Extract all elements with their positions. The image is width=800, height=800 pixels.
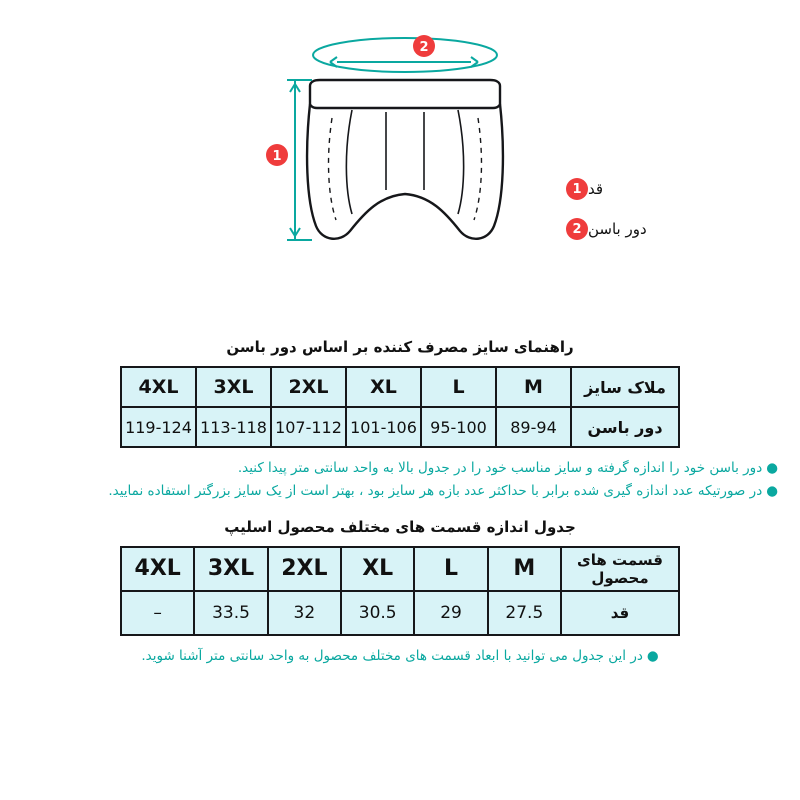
parts-height-2xl: 32 — [268, 591, 341, 635]
table-row — [121, 367, 679, 407]
legend-item-height — [566, 178, 766, 200]
parts-table-notes — [0, 646, 800, 666]
parts-height-m: 27.5 — [488, 591, 561, 635]
parts-height-3xl: 33.5 — [194, 591, 267, 635]
product-parts-table — [120, 546, 680, 636]
parts-size-3xl: 3XL — [194, 547, 267, 591]
hip-value-m: 89-94 — [496, 407, 571, 447]
bullet-icon: ● — [766, 483, 778, 500]
parts-size-2xl: 2XL — [268, 547, 341, 591]
diagram-badge-2-label: 2 — [419, 40, 429, 55]
bullet-icon: ● — [766, 460, 778, 476]
garment-seams — [346, 110, 463, 214]
legend-badge-2: 2 — [566, 218, 588, 240]
hip-table-row-label-size: ملاک سایز — [571, 367, 679, 407]
parts-table-row-label-parts: قسمت های محصول — [561, 547, 679, 591]
hip-note-1 — [0, 458, 778, 478]
legend-label-height: قد — [588, 180, 604, 198]
hip-note-1-text: دور باسن خود را اندازه گرفته و سایز مناسب خود را در جدول بالا به واحد سانتی متر پیدا کنید. — [237, 460, 763, 476]
diagram-legend — [566, 178, 766, 258]
table-row — [121, 407, 679, 447]
table-row — [121, 591, 679, 635]
parts-note-1 — [0, 646, 800, 666]
garment-outline — [307, 80, 503, 239]
hip-size-m: M — [496, 367, 571, 407]
hip-size-xl: XL — [346, 367, 421, 407]
bullet-icon: ● — [646, 647, 659, 664]
legend-badge-1: 1 — [566, 178, 588, 200]
parts-table-row-label-height: قد — [561, 591, 679, 635]
diagram-badge-1-label: 1 — [272, 149, 282, 164]
table-row — [121, 547, 679, 591]
parts-table-title: جدول اندازه قسمت های مختلف محصول اسلیپ — [224, 517, 576, 536]
garment-dashed-seams — [329, 118, 482, 220]
hip-size-4xl: 4XL — [121, 367, 196, 407]
parts-size-m: M — [488, 547, 561, 591]
hip-table-row-label-hip: دور باسن — [571, 407, 679, 447]
parts-height-xl: 30.5 — [341, 591, 414, 635]
parts-note-1-text: در این جدول می توانید با ابعاد قسمت های مختلف محصول به واحد سانتی متر آشنا شوید. — [141, 647, 643, 664]
hip-note-2-text: در صورتیکه عدد اندازه گیری شده برابر با حداکثر عدد بازه هر سایز بود ، بهتر است از یک سایز بزرگتر استفاده نمایید. — [108, 483, 763, 500]
hip-guide-title: راهنمای سایز مصرف کننده بر اساس دور باسن — [226, 338, 574, 356]
brief-illustration — [0, 0, 800, 330]
hip-guide-notes — [0, 458, 800, 502]
parts-size-l: L — [414, 547, 487, 591]
hip-note-2 — [0, 481, 778, 501]
hip-size-3xl: 3XL — [196, 367, 271, 407]
parts-size-4xl: 4XL — [121, 547, 194, 591]
hip-value-3xl: 113-118 — [196, 407, 271, 447]
parts-height-4xl: – — [121, 591, 194, 635]
hip-value-4xl: 119-124 — [121, 407, 196, 447]
hip-ellipse — [313, 38, 497, 72]
parts-size-xl: XL — [341, 547, 414, 591]
size-tables-section — [0, 338, 800, 666]
hip-size-table — [120, 366, 680, 448]
hip-value-l: 95-100 — [421, 407, 496, 447]
product-measurement-diagram — [0, 0, 800, 330]
hip-value-2xl: 107-112 — [271, 407, 346, 447]
parts-height-l: 29 — [414, 591, 487, 635]
legend-label-hip: دور باسن — [588, 220, 647, 238]
legend-item-hip — [566, 218, 766, 240]
hip-value-xl: 101-106 — [346, 407, 421, 447]
hip-size-l: L — [421, 367, 496, 407]
hip-size-2xl: 2XL — [271, 367, 346, 407]
